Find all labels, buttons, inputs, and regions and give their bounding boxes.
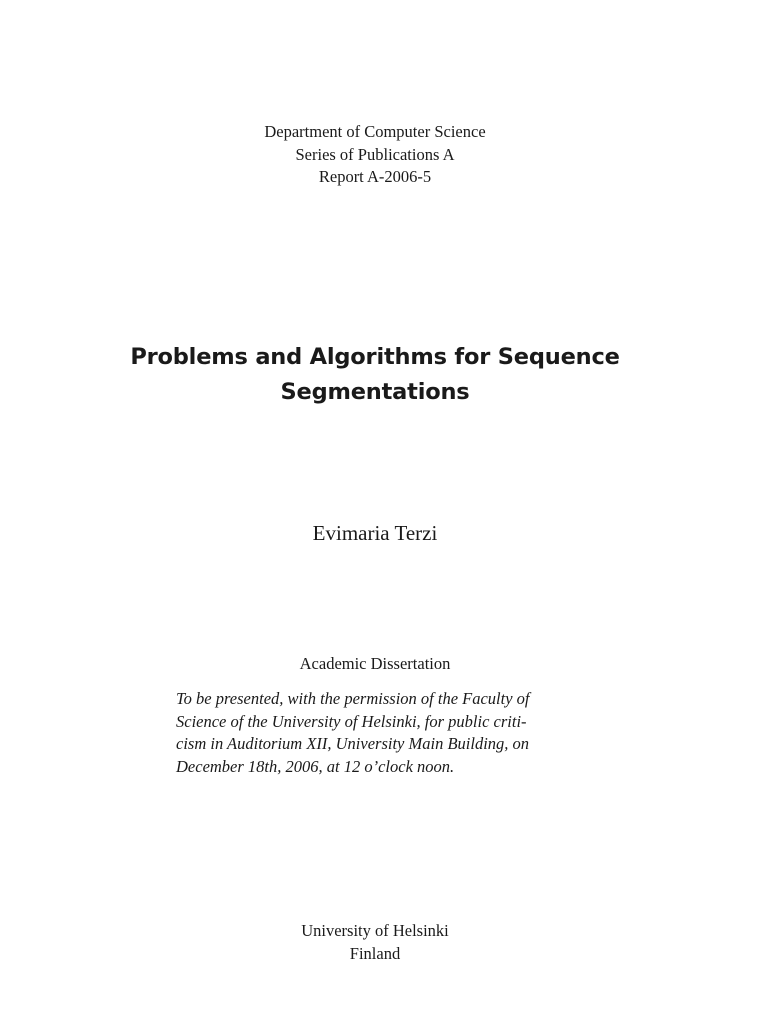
presentation-line: To be presented, with the permission of the Faculty of (176, 689, 530, 708)
dissertation-title (0, 340, 750, 410)
series-name: Series of Publications A (295, 144, 455, 164)
title-line-1: Problems and Algorithms for Sequence (130, 344, 620, 370)
author-name: Evimaria Terzi (312, 521, 438, 545)
publisher-info (0, 920, 750, 965)
presentation-line: cism in Auditorium XII, University Main Building, on (176, 734, 530, 753)
country-name: Finland (349, 943, 401, 963)
report-number: Report A-2006-5 (318, 167, 432, 186)
department-name: Department of Computer Science (264, 122, 486, 141)
title-line-2: Segmentations (280, 379, 470, 405)
series-info (0, 121, 750, 189)
dissertation-label: Academic Dissertation (299, 654, 451, 673)
university-name: University of Helsinki (301, 921, 449, 940)
presentation-notice (176, 688, 586, 778)
presentation-line: December 18th, 2006, at 12 o’clock noon. (176, 756, 455, 776)
presentation-line: Science of the University of Helsinki, for public criti- (176, 711, 527, 731)
